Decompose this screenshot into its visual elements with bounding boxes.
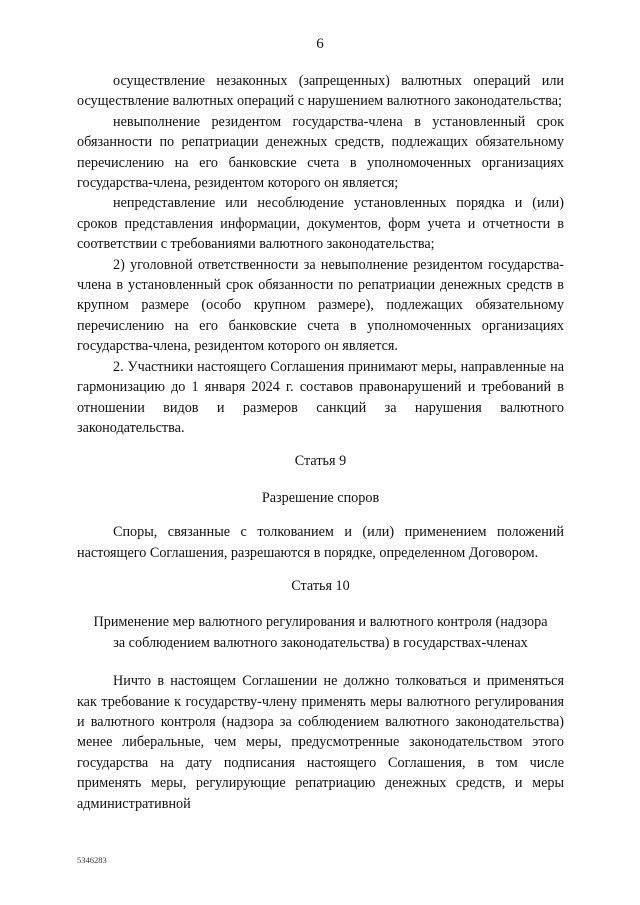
document-code: 5346283 (77, 855, 107, 865)
paragraph: невыполнение резидентом государства-члена в установленный срок обязанности по репатриации денежных средств, подлежащих обязательному перечислению на его банковские счета в уполномоченных организациях государства-члена, резидентом которого он является; (77, 113, 564, 192)
article-10-title-line: за соблюдением валютного законодательства) в государствах-членах (113, 634, 528, 651)
article-10-label: Статья 10 (291, 577, 350, 594)
article-10-title-line: Применение мер валютного регулирования и валютного контроля (надзора (93, 614, 548, 631)
article-9-label: Статья 9 (294, 453, 347, 470)
paragraph: непредставление или несоблюдение установленных порядка и (или) сроков представления информации, документов, форм учета и отчетности в соответствии с требованиями валютного законодательства; (77, 195, 564, 253)
paragraph: осуществление незаконных (запрещенных) валютных операций или осуществление валютных операций с нарушением валютного законодательства; (77, 73, 564, 110)
article-10-text: Ничто в настоящем Соглашении не должно толковаться и применяться как требование к государству-члену применять меры валютного регулирования и валютного контроля (надзора за соблюдением валютного законодательства) менее либеральные, чем меры, предусмотренные законодательством этого государства на дату подписания настоящего Соглашения, в том числе применять меры, регулирующие репатриацию денежных средств, и меры административной (77, 673, 564, 812)
document-body (77, 71, 564, 814)
page-number: 6 (316, 36, 324, 52)
article-10-title (77, 612, 564, 653)
paragraph: 2. Участники настоящего Соглашения принимают меры, направленные на гармонизацию до 1 января 2024 г. составов правонарушений и требований в отношении видов и размеров санкций за нарушения валютного законодательства. (77, 358, 564, 436)
article-9-text: Споры, связанные с толкованием и (или) применением положений настоящего Соглашения, разрешаются в порядке, определенном Договором. (77, 524, 564, 561)
article-9-title: Разрешение споров (261, 489, 380, 506)
paragraph: 2) уголовной ответственности за невыполнение резидентом государства-члена в установленный срок обязанности по репатриации денежных средств в крупном размере (особо крупном размере), подлежащих обязательному перечислению на его банковские счета в уполномоченных организациях государства-члена, резидентом которого он является. (77, 256, 564, 355)
